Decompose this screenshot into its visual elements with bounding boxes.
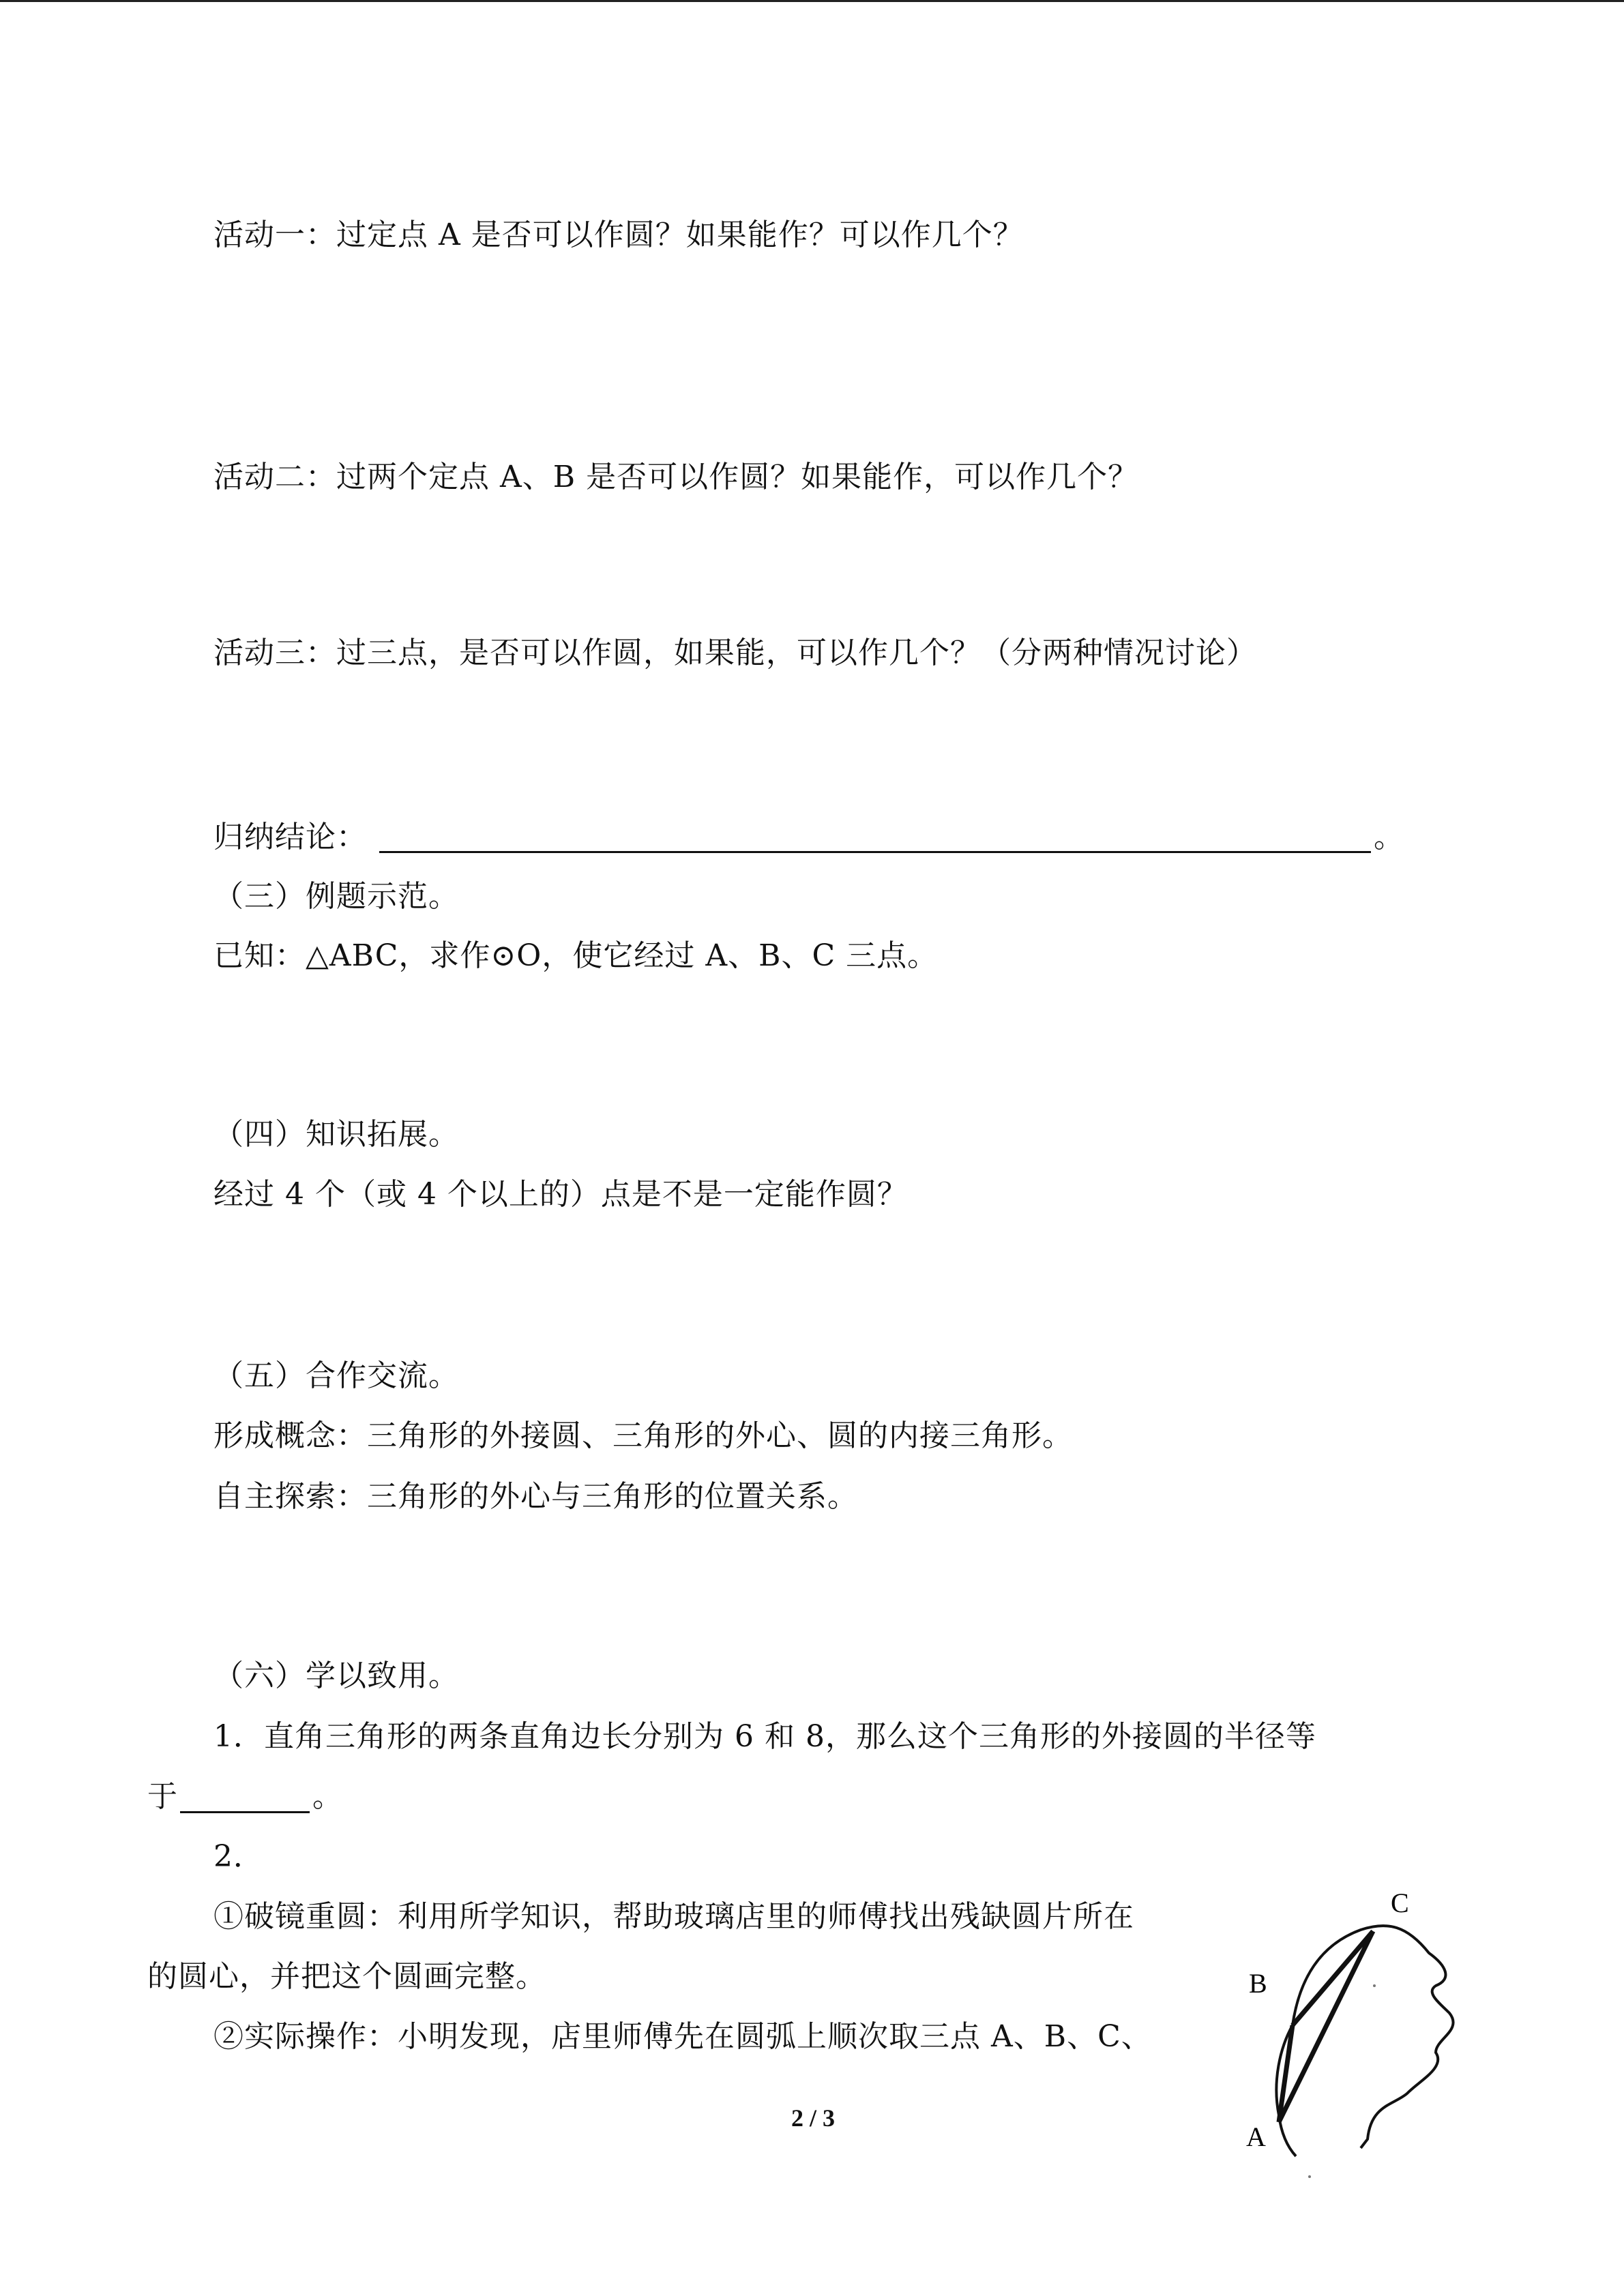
section-5-title: （五）合作交流。 xyxy=(213,1358,459,1393)
activity-1: 活动一：过定点 A 是否可以作圆？如果能作？可以作几个？ xyxy=(213,218,1024,252)
question-1-line-1: 1．直角三角形的两条直角边长分别为 6 和 8，那么这个三角形的外接圆的半径等 xyxy=(213,1719,1316,1754)
question-2-part-1-line-2: 的圆心，并把这个圆画完整。 xyxy=(147,1959,546,1994)
conclusion-label: 归纳结论： xyxy=(213,820,367,854)
question-1-prefix: 于 xyxy=(147,1779,178,1814)
concept-text: 形成概念：三角形的外接圆、三角形的外心、圆的内接三角形。 xyxy=(213,1418,1073,1453)
explore-text: 自主探索：三角形的外心与三角形的位置关系。 xyxy=(213,1479,858,1514)
broken-circle-outline xyxy=(1293,1926,1453,2148)
question-2-part-2-line-1: ②实际操作：小明发现，店里师傅先在圆弧上顺次取三点 A、B、C、 xyxy=(213,2019,1152,2054)
question-1-suffix: 。 xyxy=(312,1779,343,1814)
extension-question: 经过 4 个（或 4 个以上的）点是不是一定能作圆？ xyxy=(213,1177,908,1212)
section-3-title: （三）例题示范。 xyxy=(213,879,459,914)
section-6-title: （六）学以致用。 xyxy=(213,1658,459,1693)
example-text: 已知：△ABC，求作⊙O，使它经过 A、B、C 三点。 xyxy=(213,938,939,973)
conclusion-answer-blank[interactable] xyxy=(379,851,1371,853)
point-mark xyxy=(1308,2175,1311,2178)
question-1-answer-blank[interactable] xyxy=(180,1811,310,1813)
section-4-title: （四）知识拓展。 xyxy=(213,1117,459,1152)
label-c: C xyxy=(1391,1888,1409,1918)
question-2-number: 2． xyxy=(213,1839,264,1874)
activity-3: 活动三：过三点，是否可以作圆，如果能，可以作几个？（分两种情况讨论） xyxy=(213,636,1257,670)
activity-2: 活动二：过两个定点 A、B 是否可以作圆？如果能作，可以作几个？ xyxy=(213,460,1139,494)
page-number: 2 / 3 xyxy=(791,2104,836,2132)
broken-circle-figure xyxy=(1231,1877,1463,2183)
label-b: B xyxy=(1249,1968,1267,1999)
point-mark xyxy=(1373,1984,1376,1987)
question-2-part-1-line-1: ①破镜重圆：利用所学知识，帮助玻璃店里的师傅找出残缺圆片所在 xyxy=(213,1899,1134,1934)
page-top-border xyxy=(0,0,1624,2)
conclusion-end-mark: 。 xyxy=(1374,820,1404,854)
label-a: A xyxy=(1246,2121,1266,2152)
